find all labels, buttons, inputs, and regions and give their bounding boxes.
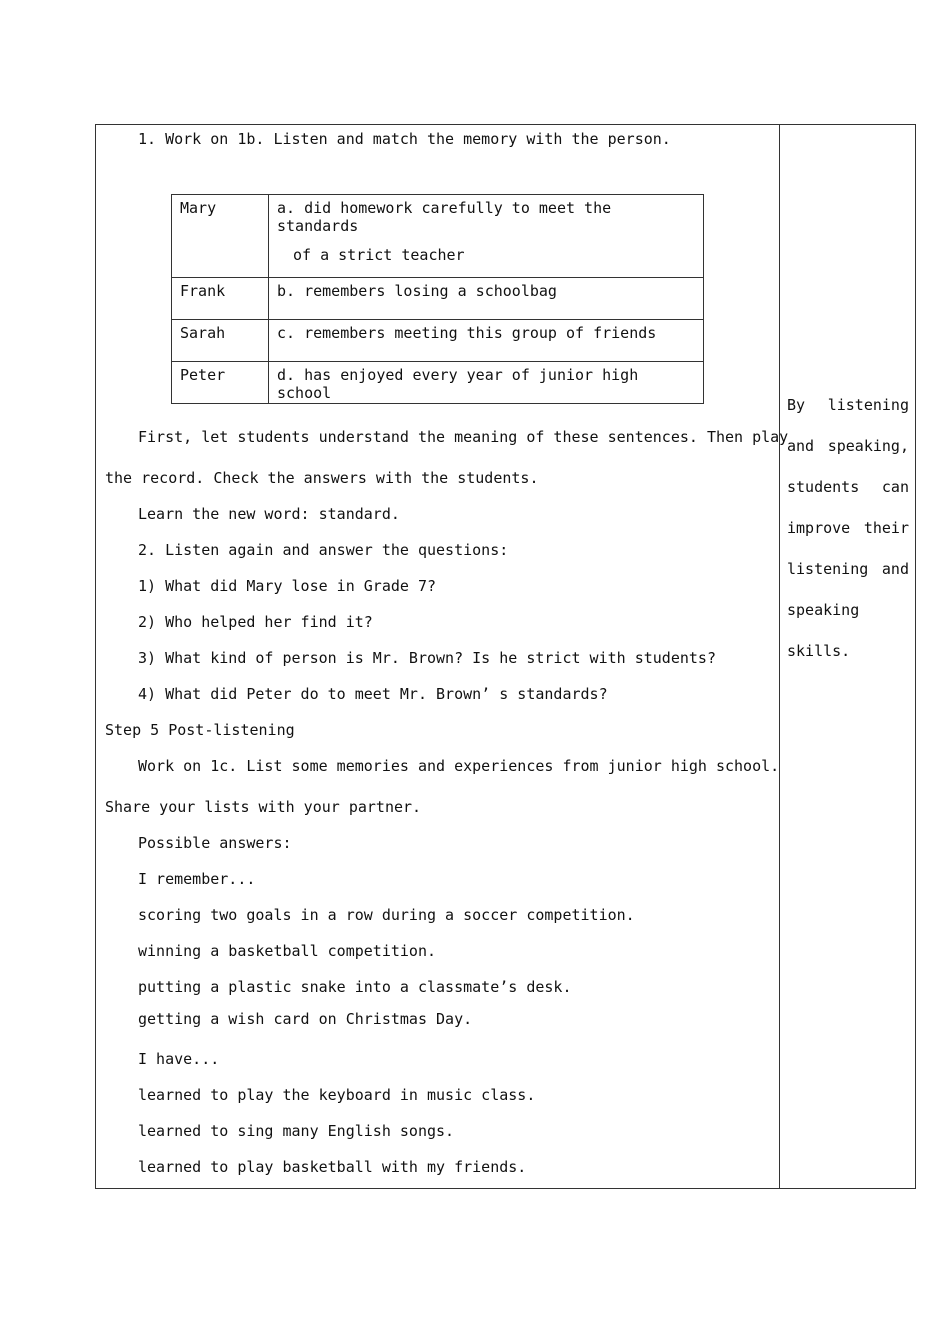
side-word: skills. [787, 642, 851, 660]
lesson-table [95, 124, 916, 1189]
side-word: listening [787, 560, 869, 578]
new-word: Learn the new word: standard. [138, 505, 400, 523]
table-row [172, 195, 704, 278]
side-word: By [787, 396, 806, 414]
match-table [171, 194, 704, 404]
question-4: 4) What did Peter do to meet Mr. Brown’ s standards? [138, 685, 608, 703]
side-line [787, 436, 909, 477]
remember-item: getting a wish card on Christmas Day. [138, 1010, 473, 1028]
instruction-line-1: First, let students understand the meaning of these sentences. Then play [138, 428, 789, 446]
have-heading: I have... [138, 1050, 220, 1068]
task-2: 2. Listen again and answer the questions: [138, 541, 509, 559]
remember-item: winning a basketball competition. [138, 942, 437, 960]
memory-text: d. has enjoyed every year of junior high school [269, 362, 704, 404]
possible-answers: Possible answers: [138, 834, 292, 852]
have-item: learned to sing many English songs. [138, 1122, 455, 1140]
question-1: 1) What did Mary lose in Grade 7? [138, 577, 437, 595]
side-word: speaking, [827, 437, 909, 455]
task-1: 1. Work on 1b. Listen and match the memory with the person. [138, 130, 671, 148]
side-word: listening [827, 396, 909, 414]
memory-cell [269, 195, 704, 278]
work-1c-line-2: Share your lists with your partner. [105, 798, 422, 816]
question-3: 3) What kind of person is Mr. Brown? Is he strict with students? [138, 649, 716, 667]
side-note [787, 395, 909, 682]
person-name: Frank [172, 278, 269, 320]
have-item: learned to play the keyboard in music class. [138, 1086, 536, 1104]
person-name: Mary [172, 195, 269, 278]
side-word: improve [787, 519, 851, 537]
memory-text: c. remembers meeting this group of friends [269, 320, 704, 362]
memory-text-cont: of a strict teacher [293, 246, 465, 264]
work-1c-line-1: Work on 1c. List some memories and experiences from junior high school. [138, 757, 780, 775]
instruction-line-2: the record. Check the answers with the students. [105, 469, 539, 487]
question-2: 2) Who helped her find it? [138, 613, 373, 631]
memory-text: b. remembers losing a schoolbag [269, 278, 704, 320]
table-row [172, 278, 704, 320]
side-line [787, 641, 909, 682]
side-line [787, 477, 909, 518]
side-line [787, 559, 909, 600]
have-item: learned to play basketball with my friends. [138, 1158, 527, 1176]
memory-text: a. did homework carefully to meet the standards [277, 199, 612, 235]
remember-item: putting a plastic snake into a classmate’s desk. [138, 978, 572, 996]
side-word: and [881, 560, 909, 578]
remember-heading: I remember... [138, 870, 256, 888]
side-word: speaking [787, 601, 860, 619]
person-name: Peter [172, 362, 269, 404]
step-5-heading: Step 5 Post-listening [105, 721, 295, 739]
side-word: and [787, 437, 815, 455]
remember-item: scoring two goals in a row during a soccer competition. [138, 906, 635, 924]
person-name: Sarah [172, 320, 269, 362]
side-word: their [863, 519, 909, 537]
table-row [172, 362, 704, 404]
table-row [172, 320, 704, 362]
side-line [787, 518, 909, 559]
side-word: students [787, 478, 860, 496]
side-line [787, 395, 909, 436]
column-divider [779, 125, 780, 1188]
side-line [787, 600, 909, 641]
side-word: can [881, 478, 909, 496]
